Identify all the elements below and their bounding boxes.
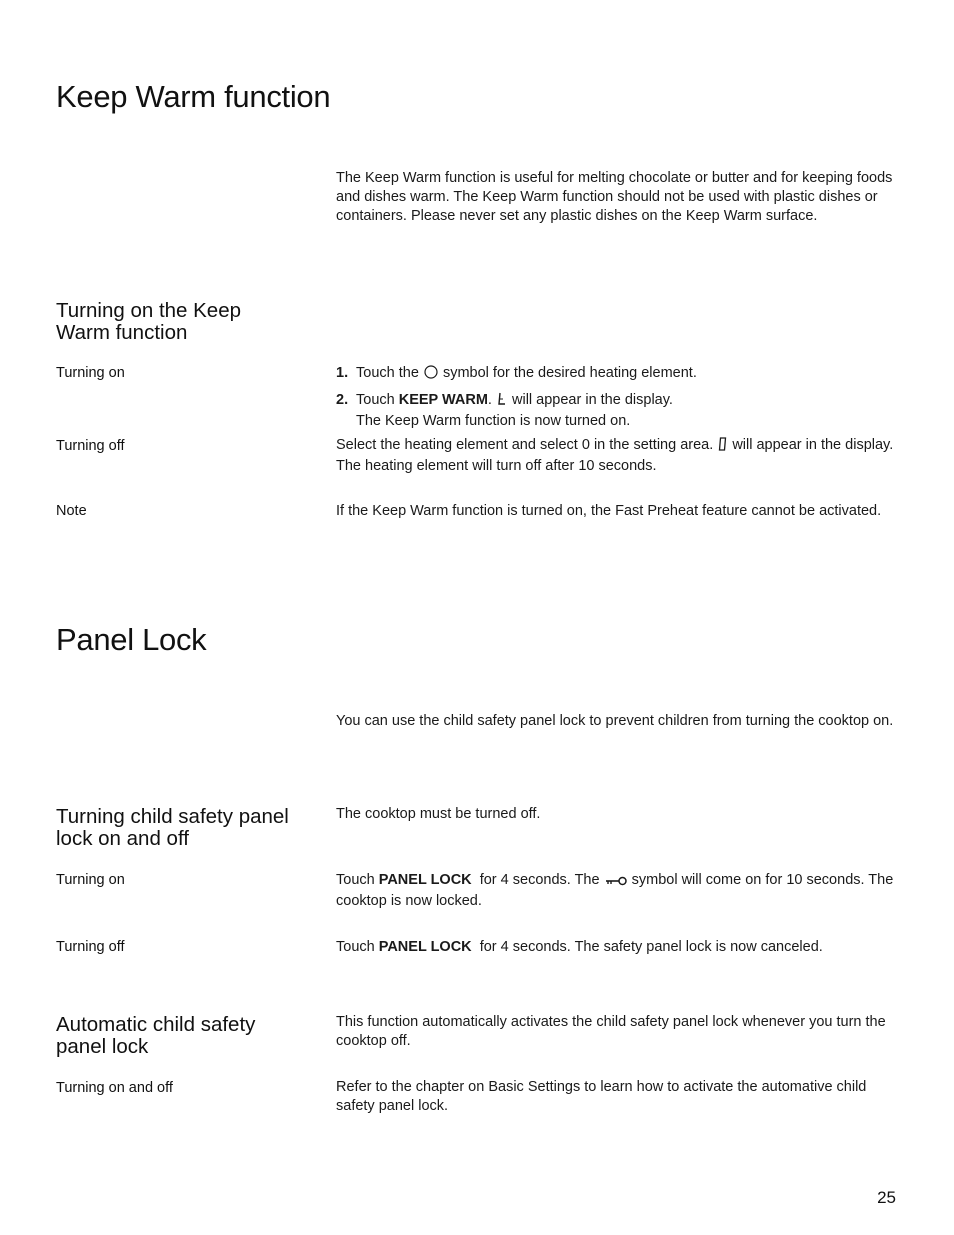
off-text-b: will appear in the display. The heating element will turn off after 10 seconds.	[336, 437, 894, 474]
panel-lock-section-intro: The cooktop must be turned off.	[336, 806, 541, 822]
keep-warm-off-label: Turning off	[56, 438, 125, 454]
auto-lock-text: Refer to the chapter on Basic Settings to learn how to activate the automative child safety panel lock.	[336, 1079, 867, 1114]
circle-symbol-icon	[424, 365, 438, 385]
auto-lock-intro: This function automatically activates the child safety panel lock whenever you turn the cooktop off.	[336, 1014, 886, 1049]
keep-warm-off-text	[336, 436, 901, 476]
zero-display-icon	[718, 437, 727, 457]
panel-lock-key-label: PANEL LOCK	[378, 939, 472, 955]
on-text-a: Touch	[336, 872, 375, 888]
step-text: Touch	[356, 392, 395, 408]
on-text-b: for 4 seconds. The	[479, 872, 600, 888]
panel-lock-on-label: Turning on	[56, 872, 125, 888]
panel-lock-section-title: Turning child safety panel lock on and off	[56, 805, 289, 850]
step-text: .	[487, 392, 492, 408]
step-2-result: The Keep Warm function is now turned on.	[356, 413, 631, 429]
panel-lock-intro: You can use the child safety panel lock to prevent children from turning the cooktop on.	[336, 713, 894, 729]
keep-warm-step-1	[336, 364, 901, 385]
page-number: 25	[877, 1188, 896, 1207]
step-text: symbol for the desired heating element.	[442, 365, 697, 381]
keep-warm-section-title: Turning on the Keep Warm function	[56, 299, 242, 344]
keep-warm-step-2	[336, 391, 901, 431]
auto-lock-label: Turning on and off	[56, 1080, 173, 1096]
step-text: Touch the	[356, 365, 419, 381]
keep-warm-display-icon	[497, 392, 507, 412]
off-text-b: for 4 seconds. The safety panel lock is now canceled.	[479, 939, 823, 955]
off-text-a: Select the heating element and select 0 in the setting area.	[336, 437, 714, 453]
keep-warm-on-label: Turning on	[56, 365, 125, 381]
note-text: If the Keep Warm function is turned on, the Fast Preheat feature cannot be activated.	[336, 503, 882, 519]
step-number: 2.	[336, 392, 349, 408]
keep-warm-title: Keep Warm function	[56, 79, 331, 114]
panel-lock-off-text	[336, 938, 901, 957]
off-text-a: Touch	[336, 939, 375, 955]
panel-lock-off-label: Turning off	[56, 939, 125, 955]
step-number: 1.	[336, 365, 349, 381]
keep-warm-key-label: KEEP WARM	[398, 392, 488, 408]
keep-warm-intro: The Keep Warm function is useful for melting chocolate or butter and for keeping foods and dishes warm. The Keep Warm function should not be used with plastic dishes or containers. Please never set any plastic dishes on the Keep Warm surface.	[336, 170, 893, 224]
panel-lock-on-text	[336, 871, 901, 911]
key-lock-icon	[605, 873, 627, 892]
on-text-c: symbol will come on for 10 seconds. The cooktop is now locked.	[336, 872, 894, 909]
panel-lock-key-label: PANEL LOCK	[378, 872, 472, 888]
note-label: Note	[56, 503, 87, 519]
auto-lock-section-title: Automatic child safety panel lock	[56, 1013, 256, 1058]
step-text: will appear in the display.	[512, 392, 673, 408]
panel-lock-title: Panel Lock	[56, 622, 207, 657]
